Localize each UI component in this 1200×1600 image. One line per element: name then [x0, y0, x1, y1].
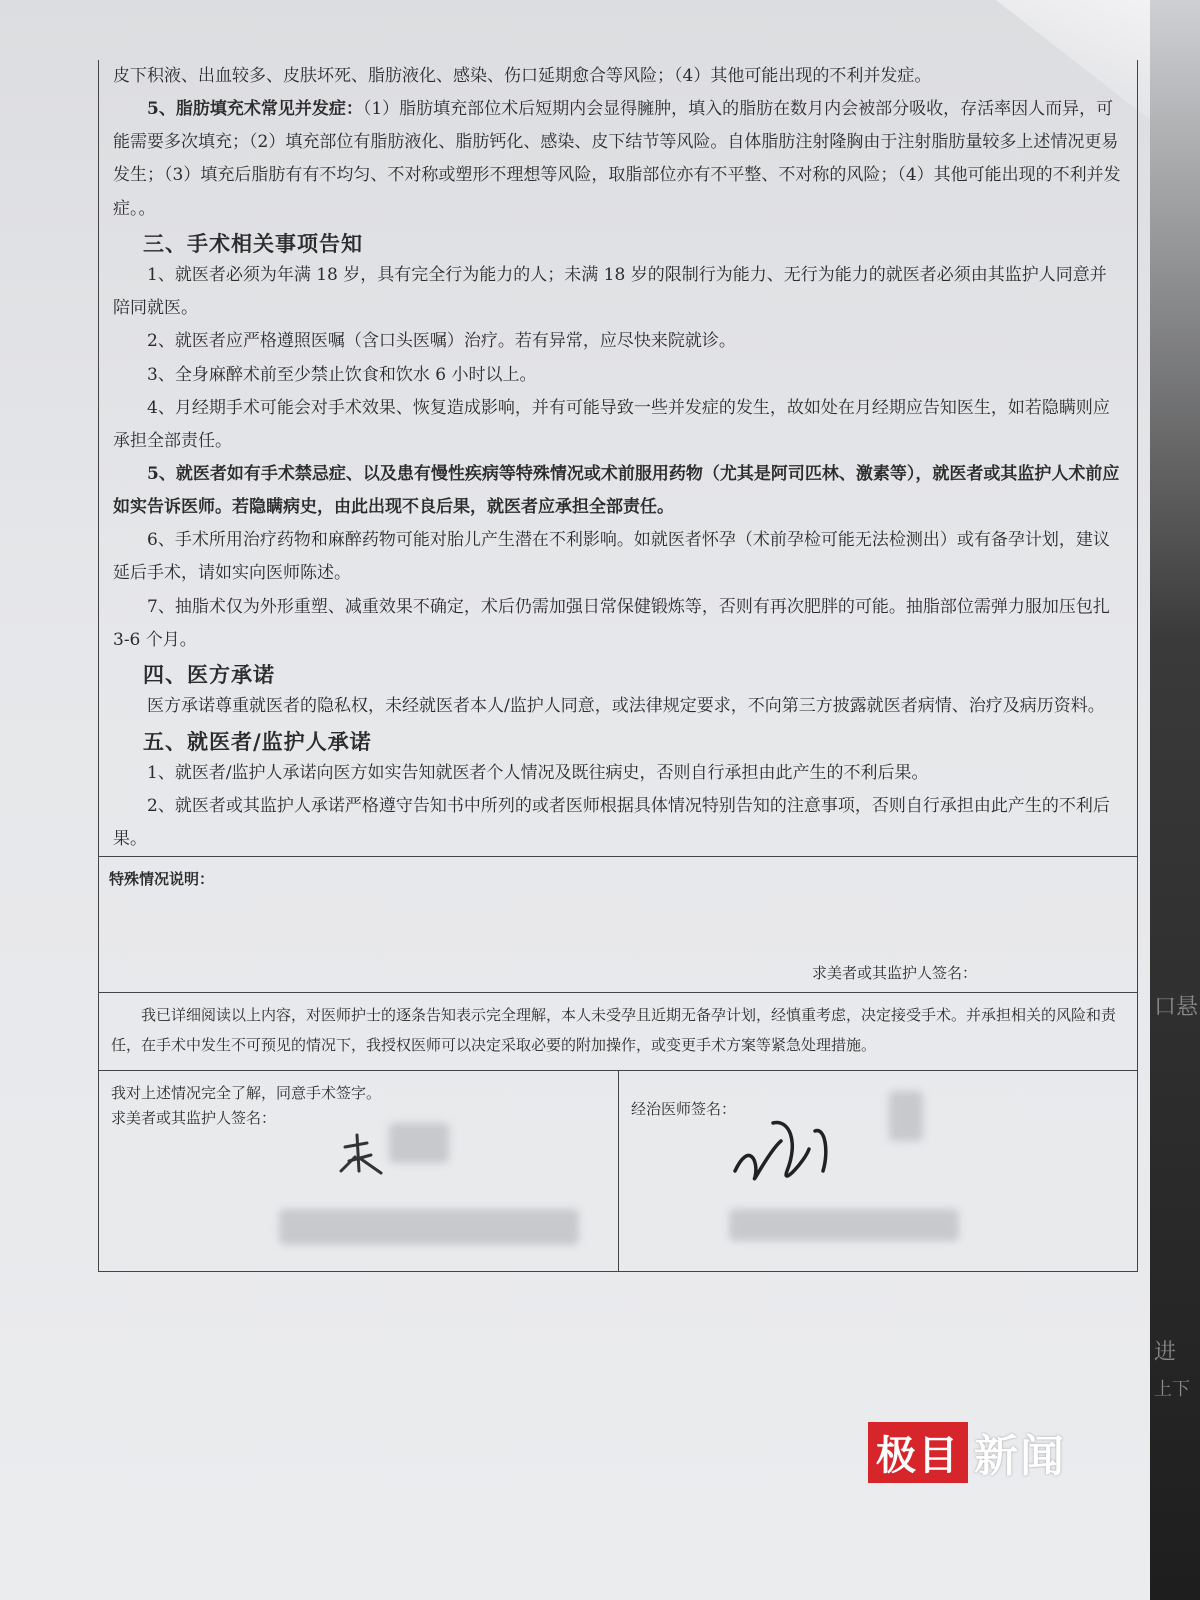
fat-fill-text: （1）脂肪填充部位术后短期内会显得臃肿，填入的脂肪在数月内会被部分吸收，存活率因人而异，可能需要多次填充；（2）填充部位有脂肪液化、脂肪钙化、感染、皮下结节等风险。自体脂肪注射隆胸由于注射脂肪量较多上述情况更易发生；（3）填充后脂肪有有不均匀、不对称或塑形不理想等风险，取脂部位亦有不平整、不对称的风险；（4）其他可能出现的不利并发症。。	[113, 99, 1121, 219]
paragraph-complications-cont: 皮下积液、出血较多、皮肤坏死、脂肪液化、感染、伤口延期愈合等风险；（4）其他可能出现的不利并发症。	[113, 66, 932, 86]
doctor-handwritten-signature	[729, 1101, 889, 1191]
blurred-date	[279, 1209, 579, 1245]
patient-signature-label: 求美者或其监护人签名：	[111, 1109, 277, 1128]
signature-row	[99, 1070, 1137, 1271]
background-text-1: 口悬	[1154, 995, 1199, 1020]
special-signature-label: 求美者或其监护人签名：	[811, 964, 977, 983]
background-edge	[1150, 0, 1200, 1600]
sec3-item-6: 6、手术所用治疗药物和麻醉药物可能对胎儿产生潜在不利影响。如就医者怀孕（术前孕检可能无法检测出）或有备孕计划，建议延后手术，请如实向医师陈述。	[113, 530, 1110, 584]
doctor-signature-cell	[619, 1071, 1137, 1271]
patient-handwritten-signature	[337, 1127, 397, 1177]
special-notes-label: 特殊情况说明：	[109, 870, 215, 889]
blurred-name	[389, 1123, 449, 1163]
form-frame	[98, 60, 1138, 856]
sec3-item-2: 2、就医者应严格遵照医嘱（含口头医嘱）治疗。若有异常，应尽快来院就诊。	[147, 331, 736, 352]
blurred-doctor-date	[729, 1209, 959, 1241]
patient-consent-line: 我对上述情况完全了解，同意手术签字。	[111, 1083, 382, 1102]
sec3-item-3: 3、全身麻醉术前至少禁止饮食和饮水 6 小时以上。	[147, 364, 537, 385]
sec5-item-1: 1、就医者/监护人承诺向医方如实告知就医者个人情况及既往病史，否则自行承担由此产生的不利后果。	[147, 763, 929, 784]
section-4-title: 四、医方承诺	[143, 661, 275, 687]
watermark-red-label: 极目	[868, 1422, 968, 1483]
sec3-item-1: 1、就医者必须为年满 18 岁，具有完全行为能力的人；未满 18 岁的限制行为能力、无行为能力的就医者必须由其监护人同意并陪同就医。	[113, 265, 1107, 319]
agreement-text: 我已详细阅读以上内容，对医师护士的逐条告知表示完全理解，本人未受孕且近期无备孕计划，经慎重考虑，决定接受手术。并承担相关的风险和责任，在手术中发生不可预见的情况下，我授权医师可以决定采取必要的附加操作，或变更手术方案等紧急处理措施。	[99, 992, 1137, 1070]
sec3-item-7: 7、抽脂术仅为外形重塑、减重效果不确定，术后仍需加强日常保健锻炼等，否则有再次肥胖的可能。抽脂部位需弹力服加压包扎 3-6 个月。	[113, 596, 1110, 650]
fat-fill-label: 5、脂肪填充术常见并发症：	[147, 99, 363, 120]
section-3-title: 三、手术相关事项告知	[143, 230, 363, 256]
news-watermark	[868, 1420, 1066, 1484]
sec5-item-2: 2、就医者或其监护人承诺严格遵守告知书中所列的或者医师根据具体情况特别告知的注意事项，否则自行承担由此产生的不利后果。	[113, 796, 1110, 850]
background-text-2: 进	[1154, 1340, 1177, 1365]
section-5-title: 五、就医者/监护人承诺	[143, 728, 372, 754]
paragraph-fat-fill	[113, 93, 1123, 226]
sec3-item-5: 5、就医者如有手术禁忌症、以及患有慢性疾病等特殊情况或术前服用药物（尤其是阿司匹林、激素等），就医者或其监护人术前应如实告诉医师。若隐瞒病史，由此出现不良后果，就医者应承担全部责任。	[113, 464, 1120, 518]
consent-form	[98, 60, 1138, 1272]
watermark-text: 新闻	[974, 1431, 1066, 1482]
sec3-item-4: 4、月经期手术可能会对手术效果、恢复造成影响，并有可能导致一些并发症的发生，故如处在月经期应告知医生，如若隐瞒则应承担全部责任。	[113, 397, 1110, 451]
patient-signature-cell	[99, 1071, 619, 1271]
blurred-doctor-name	[889, 1091, 923, 1141]
sec4-text: 医方承诺尊重就医者的隐私权，未经就医者本人/监护人同意，或法律规定要求，不向第三方披露就医者病情、治疗及病历资料。	[147, 696, 1105, 717]
doctor-signature-label: 经治医师签名：	[631, 1099, 737, 1118]
background-text-3: 上下	[1154, 1379, 1190, 1400]
signature-box	[98, 856, 1138, 1272]
special-notes	[99, 856, 1137, 992]
